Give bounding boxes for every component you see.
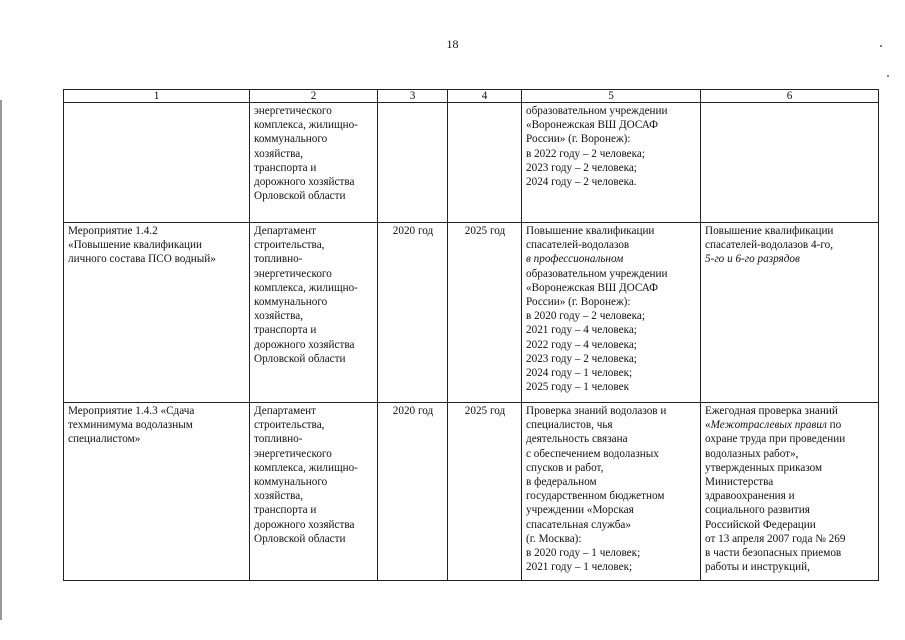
measure-name-cell: Мероприятие 1.4.2 «Повышение квалификации личного состава ПСО водный» <box>64 223 250 403</box>
result-text: по охране труда при проведении водолазных работ», утвержденных приказом Министерства здравоохранения и социального развития Российской Федерации от 13 апреля 2007 года № 269 в части безопасных приемов работы и инструкций, <box>705 419 846 574</box>
measure-name-cell <box>64 103 250 223</box>
start-year-cell: 2020 год <box>378 223 448 403</box>
measures-table <box>63 89 879 581</box>
content-cell: образовательном учреждении «Воронежская ВШ ДОСАФ России» (г. Воронеж): в 2022 году – 2 человека; 2023 году – 2 человека; 2024 году – 2 человека. <box>522 103 701 223</box>
result-cell <box>701 223 879 403</box>
column-header: 3 <box>378 90 448 103</box>
table-row <box>64 403 879 581</box>
result-cell <box>701 403 879 581</box>
content-text: образовательном учреждении «Воронежская ВШ ДОСАФ России» (г. Воронеж): в 2020 году – 2 человека; 2021 году – 4 человека; 2022 году – 4 человека; 2023 году – 2 человека; 2024 году – 1 человек; 2025 году – 1 человек <box>526 267 668 394</box>
end-year-cell: 2025 год <box>448 403 522 581</box>
result-text-italic: Межотраслевых правил <box>710 419 827 432</box>
column-header: 1 <box>64 90 250 103</box>
result-text: Повышение квалификации спасателей-водолазов 4-го, <box>705 225 834 252</box>
table-row <box>64 223 879 403</box>
start-year-cell: 2020 год <box>378 403 448 581</box>
content-text: Повышение квалификации спасателей-водолазов <box>526 225 655 252</box>
content-text-italic: в профессиональном <box>526 253 624 266</box>
scan-left-edge <box>0 100 2 620</box>
column-header: 6 <box>701 90 879 103</box>
start-year-cell <box>378 103 448 223</box>
content-cell: Проверка знаний водолазов и специалистов, чья деятельность связана с обеспечением водолазных спусков и работ, в федеральном государственном бюджетном учреждении «Морская спасательная служба» (г. Москва): в 2020 году – 1 человек; 2021 году – 1 человек; <box>522 403 701 581</box>
result-text-italic: 5-го и 6-го разрядов <box>705 253 800 266</box>
responsible-cell: Департамент строительства, топливно- энергетического комплекса, жилищно- коммунального хозяйства, транспорта и дорожного хозяйства Орловской области <box>250 403 378 581</box>
scan-speck <box>887 75 889 77</box>
result-text: Ежегодная проверка знаний « <box>705 405 838 432</box>
content-cell <box>522 223 701 403</box>
end-year-cell <box>448 103 522 223</box>
table-row <box>64 103 879 223</box>
column-header: 4 <box>448 90 522 103</box>
responsible-cell: энергетического комплекса, жилищно- коммунального хозяйства, транспорта и дорожного хозяйства Орловской области <box>250 103 378 223</box>
scan-speck <box>880 45 882 47</box>
measure-name-cell: Мероприятие 1.4.3 «Сдача техминимума водолазным специалистом» <box>64 403 250 581</box>
table-header-row <box>64 90 879 103</box>
column-header: 2 <box>250 90 378 103</box>
result-cell <box>701 103 879 223</box>
end-year-cell: 2025 год <box>448 223 522 403</box>
responsible-cell: Департамент строительства, топливно- энергетического комплекса, жилищно- коммунального хозяйства, транспорта и дорожного хозяйства Орловской области <box>250 223 378 403</box>
page-number: 18 <box>446 37 459 51</box>
column-header: 5 <box>522 90 701 103</box>
